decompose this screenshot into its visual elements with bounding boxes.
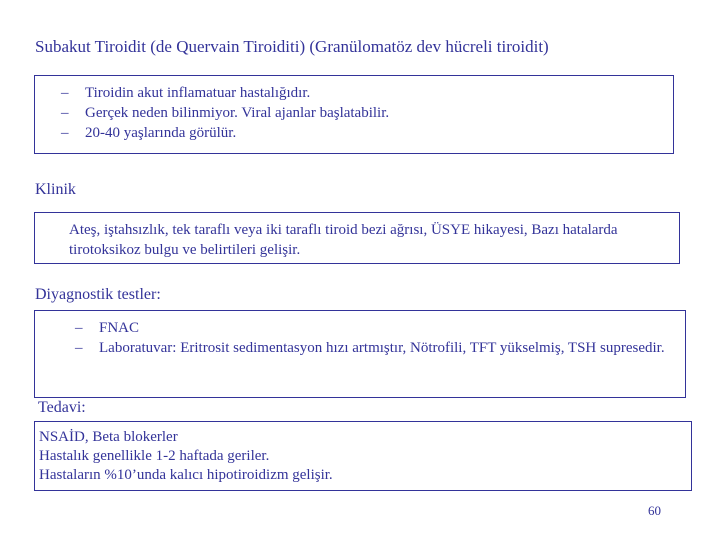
treatment-heading: Tedavi: (38, 399, 86, 416)
treatment-line: NSAİD, Beta blokerler (39, 429, 178, 445)
list-item: – Laboratuvar: Eritrosit sedimentasyon hızı artmıştır, Nötrofili, TFT yükselmiş, TSH supresedir. (75, 340, 665, 356)
treatment-line: Hastaların %10’unda kalıcı hipotiroidizm gelişir. (39, 467, 333, 483)
intro-list (61, 83, 389, 143)
diagnostic-heading: Diyagnostik testler: (35, 286, 161, 303)
treatment-text (39, 428, 333, 485)
dash-bullet: – (75, 320, 83, 336)
dash-bullet: – (61, 85, 69, 101)
list-item: – FNAC (75, 320, 140, 336)
dash-bullet: – (61, 125, 69, 141)
page-title: Subakut Tiroidit (de Quervain Tiroiditi) (Granülomatöz dev hücreli tiroidit) (35, 37, 549, 56)
diagnostic-list (75, 318, 675, 358)
list-item: – 20-40 yaşlarında görülür. (61, 125, 237, 141)
dash-bullet: – (75, 340, 83, 356)
list-item: – Tiroidin akut inflamatuar hastalığıdır. (61, 85, 311, 101)
dash-bullet: – (61, 105, 69, 121)
klinik-text: Ateş, iştahsızlık, tek taraflı veya iki taraflı tiroid bezi ağrısı, ÜSYE hikayesi, Bazı hatalarda tirotoksikoz bulgu ve belirtileri gelişir. (69, 222, 618, 258)
list-item: – Gerçek neden bilinmiyor. Viral ajanlar başlatabilir. (61, 105, 390, 121)
treatment-line: Hastalık genellikle 1-2 haftada geriler. (39, 448, 270, 464)
page-number: 60 (648, 503, 661, 518)
klinik-heading: Klinik (35, 181, 76, 198)
